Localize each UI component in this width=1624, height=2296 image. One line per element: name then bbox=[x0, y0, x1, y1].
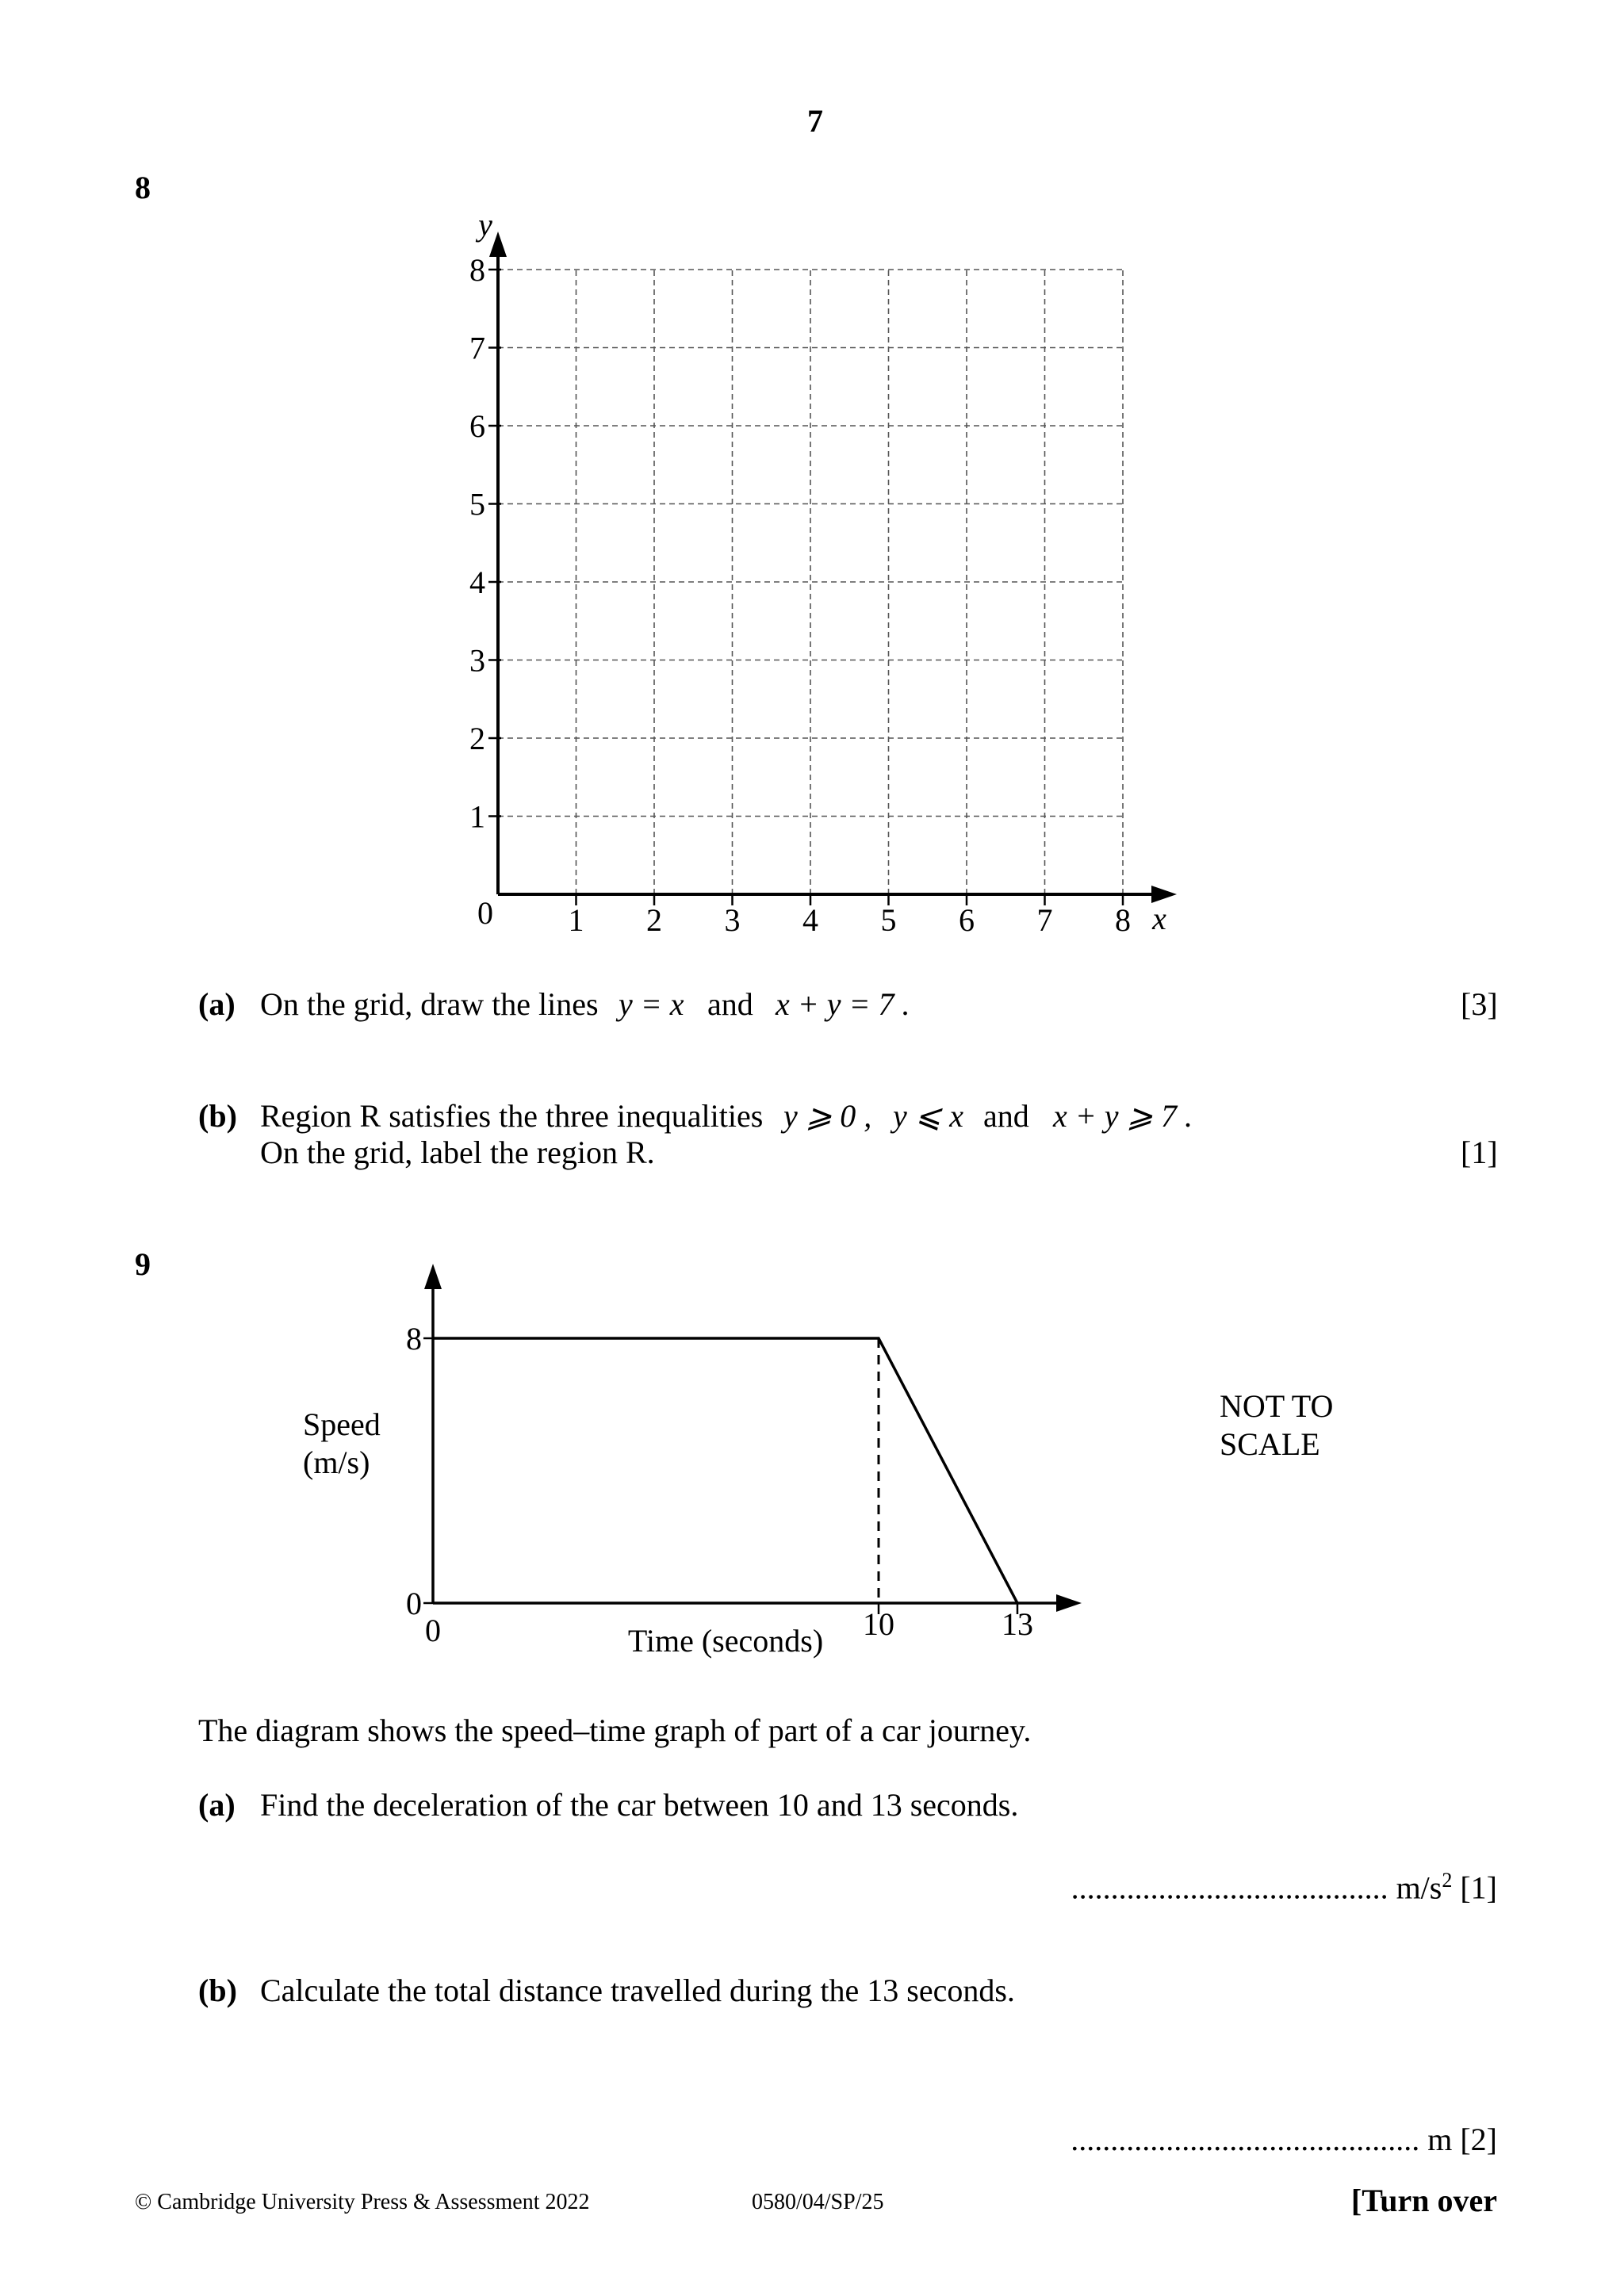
y-tick-label: 5 bbox=[469, 486, 485, 522]
q9b-answer-line bbox=[1071, 2122, 1497, 2158]
q8b-line2: On the grid, label the region R. bbox=[260, 1135, 655, 1170]
turn-over: [Turn over bbox=[1350, 2183, 1497, 2218]
x-tick-label: 5 bbox=[880, 902, 897, 938]
q8a-eq1: y = x bbox=[619, 986, 684, 1022]
x-tick-label: 3 bbox=[724, 902, 741, 938]
answer-unit: m/s bbox=[1396, 1869, 1442, 1906]
q8a-label: (a) bbox=[198, 986, 236, 1022]
q9b-label: (b) bbox=[198, 1973, 237, 2008]
origin-label: 0 bbox=[477, 895, 493, 931]
q9a-answer-line bbox=[1071, 1862, 1497, 1906]
q9b-marks: [2] bbox=[1460, 2122, 1497, 2157]
y-tick-label: 2 bbox=[469, 721, 485, 756]
chart-axes bbox=[423, 1264, 1082, 1614]
y-tick-label: 7 bbox=[469, 330, 485, 366]
y-tick-label: 6 bbox=[469, 408, 485, 444]
q8a-marks: [3] bbox=[1461, 986, 1498, 1022]
unit-superscript: 2 bbox=[1442, 1869, 1453, 1892]
footer-copyright: © Cambridge University Press & Assessment 2022 bbox=[135, 2190, 590, 2214]
answer-dots[interactable]: ........................................ bbox=[1071, 1869, 1388, 1906]
q9-intro: The diagram shows the speed–time graph of part of a car journey. bbox=[198, 1712, 1032, 1748]
q9a-marks: [1] bbox=[1460, 1869, 1497, 1906]
q8b-ineq3: x + y ⩾ 7 . bbox=[1053, 1098, 1193, 1134]
x-tick-label: 4 bbox=[802, 902, 818, 938]
question-8-number: 8 bbox=[135, 170, 151, 205]
x-tick-label: 1 bbox=[568, 902, 584, 938]
x-tick-label: 0 bbox=[425, 1613, 441, 1648]
y-axis-title-line2: (m/s) bbox=[303, 1445, 370, 1480]
axes bbox=[488, 232, 1177, 905]
q9b-text: Calculate the total distance travelled during the 13 seconds. bbox=[260, 1973, 1015, 2008]
page-number: 7 bbox=[807, 103, 823, 139]
q8b-marks: [1] bbox=[1461, 1135, 1498, 1170]
x-tick-label: 10 bbox=[863, 1606, 894, 1642]
q8b-text: Region R satisfies the three inequalities bbox=[260, 1098, 764, 1134]
x-axis-title: Time (seconds) bbox=[627, 1623, 824, 1659]
y-tick-label: 8 bbox=[406, 1321, 422, 1357]
y-axis-label: y bbox=[478, 207, 492, 243]
x-tick-label: 6 bbox=[959, 902, 975, 938]
y-tick-label: 3 bbox=[469, 642, 485, 679]
q8b-label: (b) bbox=[198, 1098, 237, 1134]
y-tick-label: 0 bbox=[406, 1586, 422, 1621]
x-tick-label: 8 bbox=[1115, 902, 1131, 938]
q9-speed-time-graph bbox=[0, 1253, 1624, 1681]
q8b-ineq1: y ⩾ 0 , bbox=[783, 1098, 872, 1134]
tick-labels bbox=[469, 252, 1131, 938]
q8b-and: and bbox=[983, 1098, 1029, 1134]
speed-series-line bbox=[433, 1338, 1017, 1603]
answer-unit: m bbox=[1427, 2122, 1453, 2157]
q8b-ineq2: y ⩽ x bbox=[893, 1098, 964, 1134]
q8a-eq2: x + y = 7 . bbox=[776, 986, 910, 1022]
y-axis-arrow bbox=[424, 1264, 442, 1289]
y-tick-label: 8 bbox=[469, 252, 485, 288]
x-tick-label: 7 bbox=[1036, 902, 1053, 938]
q8-grid bbox=[0, 0, 1624, 951]
x-axis-label: x bbox=[1152, 901, 1166, 936]
y-axis-title-line1: Speed bbox=[303, 1406, 381, 1442]
question-9-number: 9 bbox=[135, 1246, 151, 1282]
footer-code: 0580/04/SP/25 bbox=[752, 2190, 884, 2214]
not-to-scale-line2: SCALE bbox=[1220, 1426, 1320, 1462]
x-tick-label: 2 bbox=[646, 902, 662, 938]
q9a-label: (a) bbox=[198, 1787, 236, 1823]
answer-dots[interactable]: ............................................ bbox=[1071, 2122, 1420, 2157]
x-tick-label: 13 bbox=[1002, 1606, 1033, 1642]
q8a-text: On the grid, draw the lines bbox=[260, 986, 599, 1022]
chart-tick-labels bbox=[406, 1321, 1033, 1648]
chart-marks bbox=[433, 1338, 1017, 1603]
q8a-and: and bbox=[707, 986, 753, 1022]
x-axis-arrow bbox=[1056, 1594, 1082, 1612]
not-to-scale-line1: NOT TO bbox=[1220, 1388, 1334, 1424]
y-tick-label: 4 bbox=[469, 564, 485, 600]
y-tick-label: 1 bbox=[469, 798, 485, 835]
q9a-text: Find the deceleration of the car between 10 and 13 seconds. bbox=[260, 1787, 1019, 1823]
grid-lines bbox=[498, 270, 1123, 894]
